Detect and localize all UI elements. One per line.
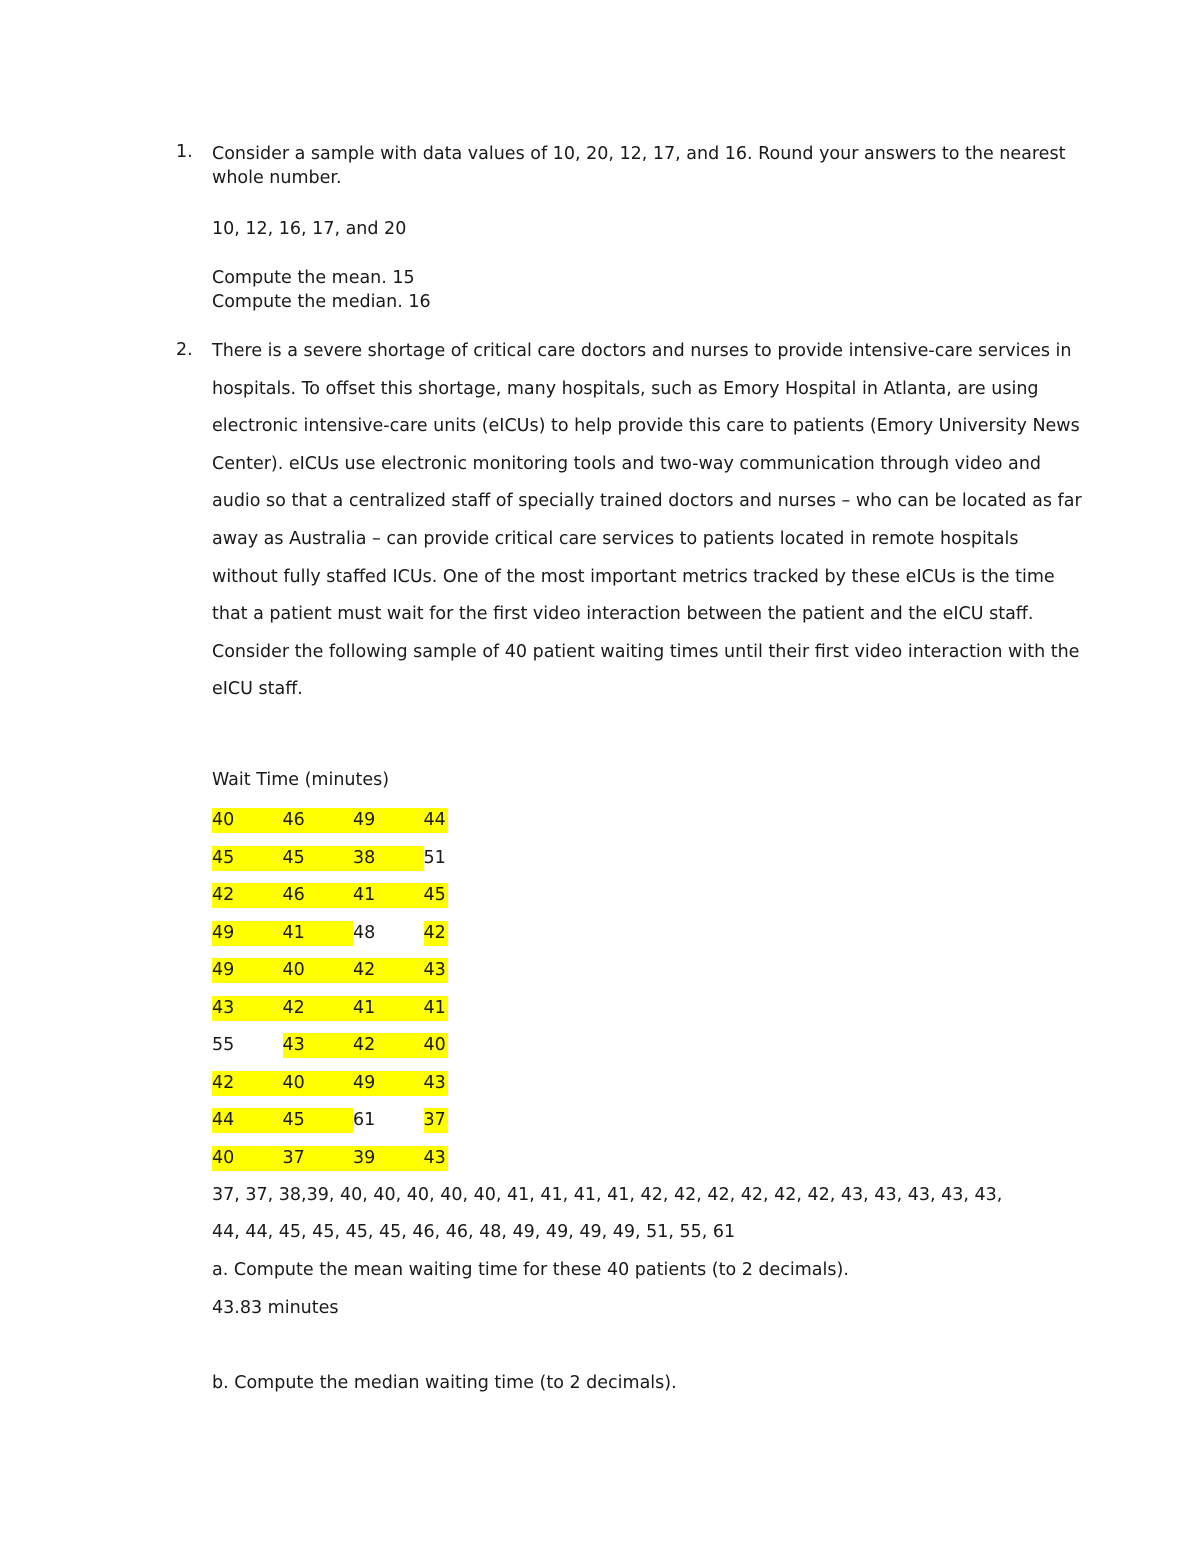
table-cell: 37 (283, 1146, 354, 1171)
table-cell: 55 (212, 1035, 235, 1055)
wait-time-table (212, 808, 448, 1183)
table-cell: 61 (353, 1110, 376, 1130)
table-cell: 41 (283, 921, 354, 946)
table-cell: 48 (353, 922, 376, 943)
table-cell: 40 (424, 1033, 448, 1058)
table-cell: 38 (353, 846, 424, 871)
sorted-values-line-1: 37, 37, 38,39, 40, 40, 40, 40, 40, 41, 41, 41, 41, 42, 42, 42, 42, 42, 42, 43, 43, 43, 43, 43, (212, 1185, 1003, 1205)
table-cell: 49 (212, 921, 283, 946)
table-cell: 40 (283, 1071, 354, 1096)
table-cell: 42 (283, 996, 354, 1021)
question-1-sorted-values: 10, 12, 16, 17, and 20 (212, 219, 407, 239)
table-cell: 45 (283, 1108, 354, 1133)
table-cell: 43 (283, 1033, 354, 1058)
table-cell: 43 (424, 1071, 448, 1096)
question-1-mean: Compute the mean. 15 (212, 268, 415, 288)
table-cell: 44 (212, 1108, 283, 1133)
question-2-number: 2. (176, 340, 193, 360)
table-cell: 49 (353, 1071, 424, 1096)
question-1-median: Compute the median. 16 (212, 292, 431, 312)
table-cell: 43 (424, 958, 448, 983)
table-row (212, 996, 448, 1021)
table-cell: 42 (424, 921, 448, 946)
table-row (212, 1146, 448, 1171)
table-row (212, 1108, 448, 1133)
question-1-prompt: Consider a sample with data values of 10, 20, 12, 17, and 16. Round your answers to the nearest whole number. (212, 144, 1066, 188)
table-cell: 42 (212, 1071, 283, 1096)
table-cell: 49 (353, 808, 424, 833)
table-cell: 51 (423, 847, 446, 868)
table-row (212, 883, 448, 908)
part-b-question: b. Compute the median waiting time (to 2 decimals). (212, 1373, 677, 1393)
sorted-values-line-2: 44, 44, 45, 45, 45, 45, 46, 46, 48, 49, 49, 49, 49, 51, 55, 61 (212, 1222, 736, 1242)
part-a-question: a. Compute the mean waiting time for these 40 patients (to 2 decimals). (212, 1260, 849, 1280)
table-row (212, 1071, 448, 1096)
table-cell: 40 (212, 1146, 283, 1171)
table-row (212, 808, 448, 833)
table-cell: 41 (353, 883, 424, 908)
table-cell: 45 (424, 883, 448, 908)
table-cell: 45 (283, 846, 354, 871)
table-cell: 40 (283, 958, 354, 983)
table-cell: 49 (212, 958, 283, 983)
wait-time-table-title: Wait Time (minutes) (212, 770, 390, 790)
table-cell: 46 (283, 883, 354, 908)
question-2-prompt: There is a severe shortage of critical care doctors and nurses to provide intensive-care services in hospitals. To offset this shortage, many hospitals, such as Emory Hospital in Atlanta, are using electronic intensive-care units (eICUs) to help provide this care to patients (Emory University News Center). eICUs use electronic monitoring tools and two-way communication through video and audio so that a centralized staff of specially trained doctors and nurses – who can be located as far away as Australia – can provide critical care services to patients located in remote hospitals without fully staffed ICUs. One of the most important metrics tracked by these eICUs is the time that a patient must wait for the first video interaction between the patient and the eICU staff. Consider the following sample of 40 patient waiting times until their first video interaction with the eICU staff. (212, 341, 1082, 700)
table-cell: 42 (353, 1033, 424, 1058)
table-row (212, 958, 448, 983)
table-cell: 42 (353, 958, 424, 983)
table-cell: 39 (353, 1146, 424, 1171)
part-a-answer: 43.83 minutes (212, 1298, 339, 1318)
table-cell: 40 (212, 808, 283, 833)
table-row (212, 1033, 448, 1058)
table-cell: 45 (212, 846, 283, 871)
question-1-number: 1. (176, 142, 193, 162)
table-cell: 46 (283, 808, 354, 833)
table-cell: 43 (424, 1146, 448, 1171)
table-row (212, 921, 448, 946)
table-cell: 41 (353, 996, 424, 1021)
table-cell: 41 (424, 996, 448, 1021)
table-row (212, 846, 448, 871)
table-cell: 44 (424, 808, 448, 833)
table-cell: 42 (212, 883, 283, 908)
table-cell: 43 (212, 996, 283, 1021)
table-cell: 37 (424, 1108, 448, 1133)
